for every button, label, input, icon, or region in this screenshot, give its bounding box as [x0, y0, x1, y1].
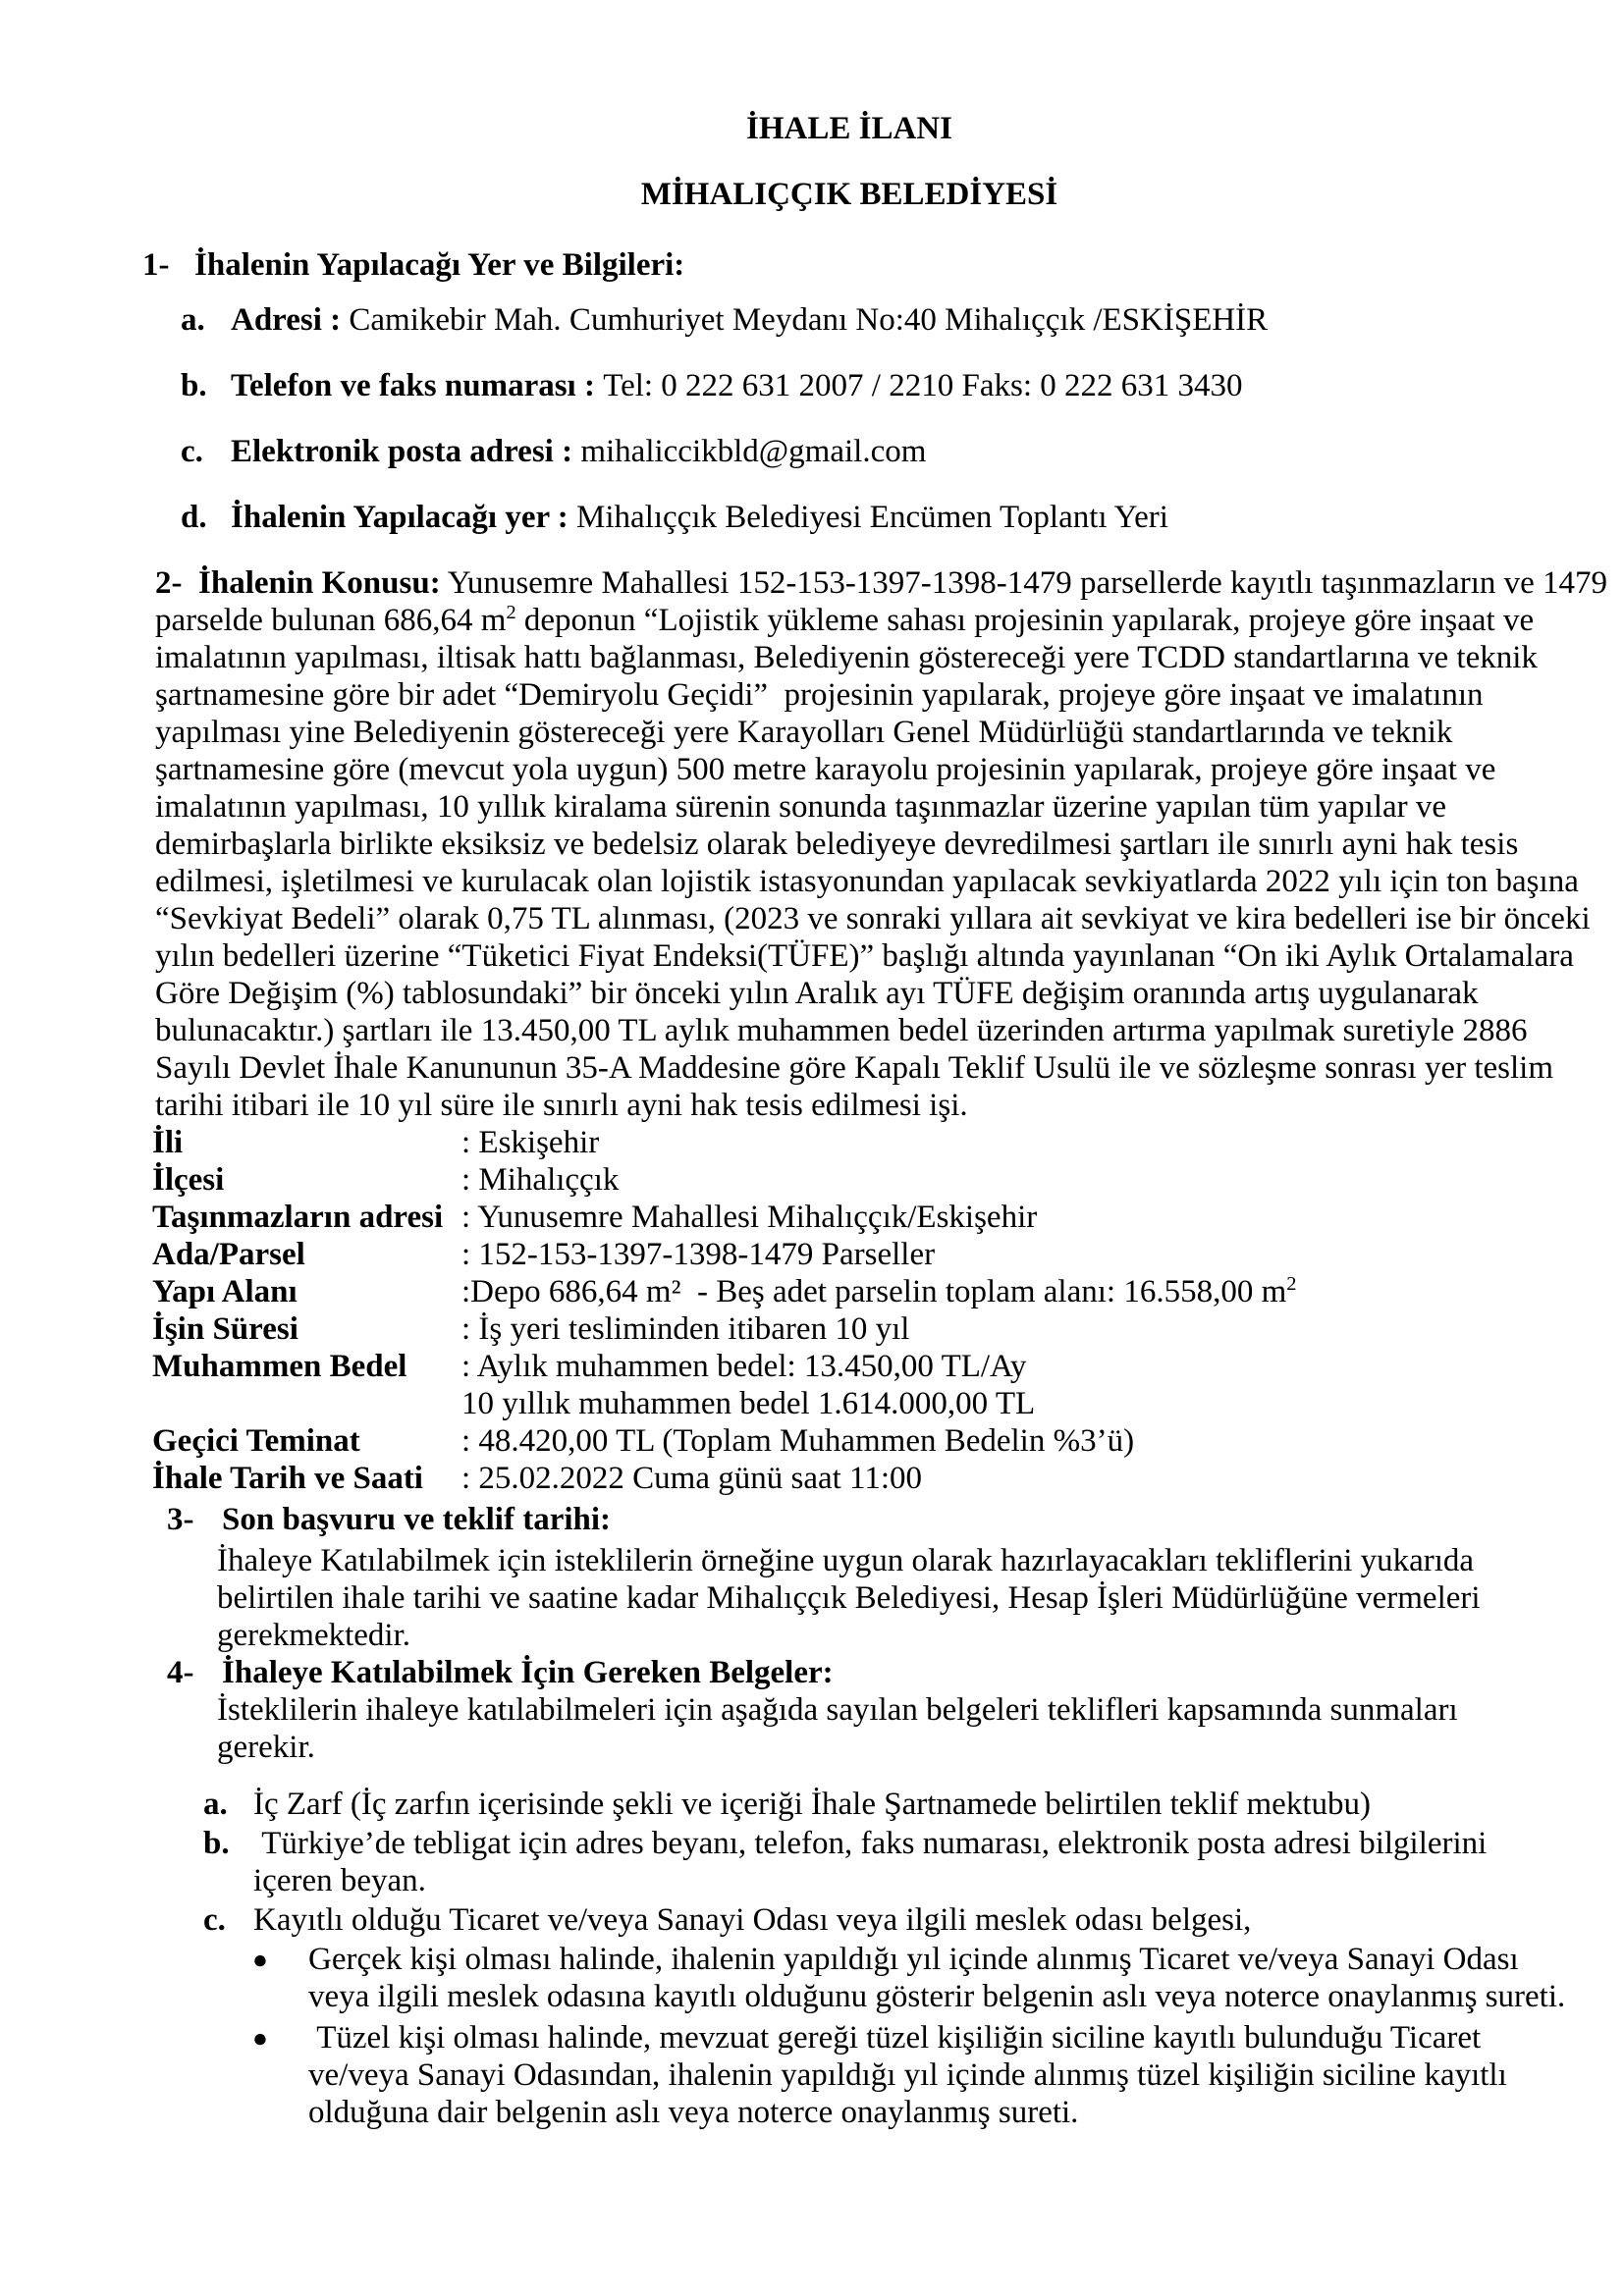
detail-label: Muhammen Bedel: [152, 1349, 407, 1384]
item-label: Elektronik posta adresi :: [231, 434, 581, 469]
list-item-email: [181, 433, 1624, 470]
section-2-lead: [183, 565, 199, 601]
detail-label: İli: [152, 1125, 184, 1160]
page-title: İHALE İLANI: [746, 111, 952, 146]
detail-label: [152, 1385, 461, 1422]
detail-row-property-address: [152, 1199, 1624, 1236]
document-item-chamber-registration: [203, 1901, 1529, 1939]
detail-row-tender-datetime: [152, 1460, 1624, 1497]
item-value: Tel: 0 222 631 2007 / 2210 Faks: 0 222 631 3430: [603, 368, 1243, 403]
item-label: Adresi :: [231, 302, 350, 338]
item-text: Kayıtlı olduğu Ticaret ve/veya Sanayi Odası veya ilgili meslek odası belgesi,: [253, 1902, 1252, 1938]
item-marker: c.: [181, 434, 203, 469]
list-item-venue: [181, 499, 1624, 536]
document-item-notification-address: [203, 1825, 1529, 1899]
item-value: Mihalıççık Belediyesi Encümen Toplantı Yeri: [576, 500, 1168, 535]
section-2-paragraph: [155, 564, 1616, 1124]
section-4-heading-text: İhaleye Katılabilmek İçin Gereken Belgeler:: [222, 1655, 834, 1690]
section-2-text-b: deponun “Lojistik yükleme sahası projesinin yapılarak, projeye göre inşaat ve imalatının yapılması, iltisak hattı bağlanması, Belediyenin göstereceği yere TCDD standartlarına ve teknik şartnamesine göre bir adet “Demiryolu Geçidi” projesinin yapılarak, projeye göre inşaat ve imalatının yapılması yine Belediyenin göstereceği yere Karayolları Genel Müdürlüğü standartlarında ve teknik şartnamesine göre (mevcut yola uygun) 500 metre karayolu projesinin yapılarak, projeye göre inşaat ve imalatının yapılması, 10 yıllık kiralama sürenin sonunda taşınmazlar üzerine yapılan tüm yapılar ve demirbaşlarla birlikte eksiksiz ve bedelsiz olarak belediyeye devredilmesi şartları ile sınırlı ayni hak tesis edilmesi, işletilmesi ve kurulacak olan lojistik istasyonundan yapılacak sevkiyatlarda 2022 yılı için ton başına “Sevkiyat Bedeli” olarak 0,75 TL alınması, (2023 ve sonraki yıllara ait sevkiyat ve kira bedelleri ise bir önceki yılın bedelleri üzerine “Tüketici Fiyat Endeksi(TÜFE)” başlığı altında yayınlanan “On iki Aylık Ortalamalara Göre Değişim (%) tablosundaki” bir önceki yılın Aralık ayı TÜFE değişim oranında artış uygulanarak bulunacaktır.) şartları ile 13.450,00 TL aylık muhammen bedel üzerinden artırma yapılmak suretiyle 2886 Sayılı Devlet İhale Kanununun 35-A Maddesine göre Kapalı Teklif Usulü ile ve sözleşme sonrası yer teslim tarihi itibari ile 10 yıl süre ile sınırlı ayni hak tesis edilmesi işi.: [155, 603, 1598, 1123]
detail-value: : Mihalıççık: [461, 1162, 620, 1198]
superscript-m2: 2: [506, 602, 516, 623]
detail-value-text: :Depo 686,64 m² - Beş adet parselin toplam alanı: 16.558,00 m: [461, 1274, 1287, 1309]
detail-row-district: [152, 1161, 1624, 1199]
detail-value: : Yunusemre Mahallesi Mihalıççık/Eskişehir: [461, 1200, 1038, 1235]
section-2-heading-text: İhalenin Konusu:: [198, 565, 441, 601]
bullet-icon: ●: [252, 2023, 268, 2053]
detail-label: İhale Tarih ve Saati: [152, 1461, 423, 1496]
detail-row-estimated-price: [152, 1348, 1624, 1385]
item-label: İhalenin Yapılacağı yer :: [231, 500, 577, 535]
section-3-heading: [167, 1501, 1624, 1538]
detail-label: Taşınmazların adresi: [152, 1200, 444, 1235]
item-value: Camikebir Mah. Cumhuriyet Meydanı No:40 Mihalıççık /ESKİŞEHİR: [349, 302, 1269, 338]
item-value-email: mihaliccikbld@gmail.com: [580, 434, 927, 469]
item-marker: b.: [181, 368, 207, 403]
detail-value: : 25.02.2022 Cuma günü saat 11:00: [461, 1461, 922, 1496]
detail-row-provisional-guarantee: [152, 1422, 1624, 1460]
section-1-number: 1-: [142, 247, 170, 283]
detail-label: Geçici Teminat: [152, 1423, 360, 1459]
detail-row-province: [152, 1124, 1624, 1161]
detail-row-duration: [152, 1310, 1624, 1348]
section-3-heading-text: Son başvuru ve teklif tarihi:: [222, 1502, 612, 1537]
section-4-body: İsteklilerin ihaleye katılabilmeleri için aşağıda sayılan belgeleri teklifleri kapsamında sunmaları gerekir.: [217, 1692, 1458, 1765]
detail-row-building-area: [152, 1273, 1624, 1310]
section-3-number: 3-: [167, 1502, 194, 1537]
section-1-heading: [142, 246, 1624, 284]
superscript-m2: 2: [1286, 1273, 1297, 1295]
section-4-items: [0, 1786, 1624, 2131]
detail-row-estimated-price-total: [152, 1385, 1624, 1422]
detail-value: : 48.420,00 TL (Toplam Muhammen Bedelin %3’ü): [461, 1423, 1135, 1459]
detail-value: : Aylık muhammen bedel: 13.450,00 TL/Ay: [461, 1349, 1027, 1384]
detail-value: : İş yeri tesliminden itibaren 10 yıl: [461, 1311, 910, 1347]
page-subtitle: MİHALIÇÇIK BELEDİYESİ: [640, 177, 1058, 212]
item-marker: a.: [203, 1787, 228, 1822]
item-marker: a.: [181, 302, 205, 338]
list-item-address: [181, 301, 1624, 339]
detail-label: İlçesi: [152, 1162, 225, 1198]
section-2-number: 2-: [155, 565, 183, 601]
item-marker: c.: [203, 1902, 226, 1938]
document-item-inner-envelope: [203, 1786, 1529, 1823]
detail-value: [461, 1273, 1296, 1310]
detail-value: 10 yıllık muhammen bedel 1.614.000,00 TL: [461, 1386, 1036, 1421]
bullet-text: Gerçek kişi olması halinde, ihalenin yapıldığı yıl içinde alınmış Ticaret ve/veya Sanayi Odası veya ilgili meslek odasına kayıtlı olduğunu gösterir belgenin aslı veya noterce onaylanmış sureti.: [308, 1942, 1566, 2014]
section-4-number: 4-: [167, 1655, 194, 1690]
item-label: Telefon ve faks numarası :: [231, 368, 604, 403]
bullet-icon: ●: [252, 1945, 268, 1974]
section-3-body: İhaleye Katılabilmek için isteklilerin örneğine uygun olarak hazırlayacakları tekliflerini yukarıda belirtilen ihale tarihi ve saatine kadar Mihalıççık Belediyesi, Hesap İşleri Müdürlüğüne vermeleri gerekmektedir.: [217, 1543, 1481, 1653]
detail-label: Ada/Parsel: [152, 1237, 305, 1272]
section-4-heading: [167, 1654, 1624, 1691]
detail-row-parcel: [152, 1236, 1624, 1273]
section-2-text-a: Yunusemre Mahallesi 152-153-1397-1398-1479 parsellerde kayıtlı taşınmazların ve 1479 parselde bulunan 686,64 m: [155, 565, 1616, 638]
details-table: [152, 1124, 1624, 1497]
bullet-item-legal-entity: [252, 2019, 1573, 2131]
section-1-heading-text: İhalenin Yapılacağı Yer ve Bilgileri:: [194, 247, 685, 283]
item-marker: b.: [203, 1826, 230, 1861]
detail-label: Yapı Alanı: [152, 1274, 298, 1309]
bullet-item-natural-person: [252, 1941, 1573, 2015]
list-item-phone-fax: [181, 367, 1624, 404]
detail-label: İşin Süresi: [152, 1311, 298, 1347]
item-marker: d.: [181, 500, 207, 535]
detail-value: : 152-153-1397-1398-1479 Parseller: [461, 1237, 936, 1272]
item-text: İç Zarf (İç zarfın içerisinde şekli ve içeriği İhale Şartnamede belirtilen teklif mektubu): [253, 1787, 1371, 1822]
bullet-text: Tüzel kişi olması halinde, mevzuat gereği tüzel kişiliğin siciline kayıtlı bulunduğu Ticaret ve/veya Sanayi Odasından, ihalenin yapıldığı yıl içinde alınmış tüzel kişiliğin siciline kayıtlı olduğuna dair belgenin aslı veya noterce onaylanmış sureti.: [308, 2020, 1516, 2130]
item-text: Türkiye’de tebligat için adres beyanı, telefon, faks numarası, elektronik posta adresi bilgilerini içeren beyan.: [253, 1826, 1495, 1898]
detail-value: : Eskişehir: [461, 1125, 600, 1160]
